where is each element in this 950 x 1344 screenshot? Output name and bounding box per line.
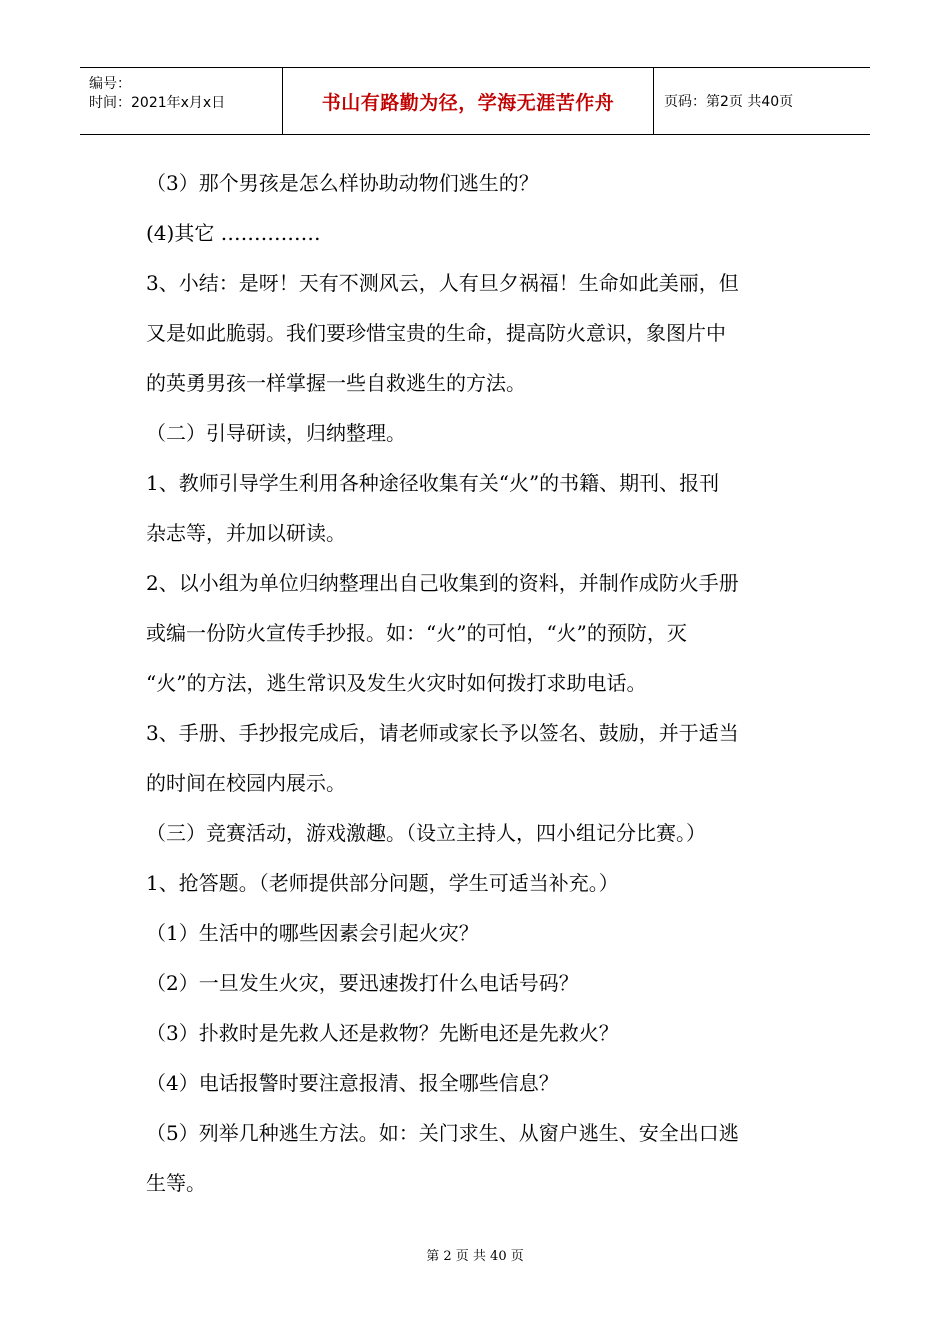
body-line: （3）扑救时是先救人还是救物？先断电还是先救火？ xyxy=(146,1021,619,1045)
body-line: 杂志等，并加以研读。 xyxy=(146,521,346,545)
body-line: 1、抢答题。（老师提供部分问题，学生可适当补充。） xyxy=(146,871,619,895)
page-header xyxy=(80,67,870,135)
body-line: 生等。 xyxy=(146,1171,206,1195)
header-page-cell xyxy=(654,68,870,134)
document-number-label: 编号： xyxy=(89,76,131,92)
body-line: 3、小结：是呀！天有不测风云，人有旦夕祸福！生命如此美丽，但 xyxy=(146,271,739,295)
page-footer: 第 2 页 共 40 页 xyxy=(426,1249,524,1264)
body-line: （3）那个男孩是怎么样协助动物们逃生的？ xyxy=(146,171,539,195)
body-line: 又是如此脆弱。我们要珍惜宝贵的生命，提高防火意识，象图片中 xyxy=(146,321,726,345)
header-slogan-cell xyxy=(283,68,654,134)
body-line: 3、手册、手抄报完成后，请老师或家长予以签名、鼓励，并于适当 xyxy=(146,721,739,745)
body-line: （5）列举几种逃生方法。如：关门求生、从窗户逃生、安全出口逃 xyxy=(146,1121,739,1145)
body-line: (4)其它 …………… xyxy=(146,221,321,245)
header-slogan: 书山有路勤为径，学海无涯苦作舟 xyxy=(321,91,615,114)
header-page-code: 页码：第2页 共40页 xyxy=(664,94,794,110)
body-line: 或编一份防火宣传手抄报。如：“火”的可怕，“火”的预防，灭 xyxy=(146,621,687,645)
body-line: 的英勇男孩一样掌握一些自救逃生的方法。 xyxy=(146,371,526,395)
body-line: （1）生活中的哪些因素会引起火灾？ xyxy=(146,921,479,945)
body-line: （4）电话报警时要注意报清、报全哪些信息？ xyxy=(146,1071,559,1095)
body-line: （三）竞赛活动，游戏激趣。（设立主持人，四小组记分比赛。） xyxy=(146,821,706,845)
body-line: 2、以小组为单位归纳整理出自己收集到的资料，并制作成防火手册 xyxy=(146,571,739,595)
body-line: （二）引导研读，归纳整理。 xyxy=(146,421,406,445)
header-info-cell xyxy=(80,68,283,134)
document-body xyxy=(146,158,811,1208)
body-line: 的时间在校园内展示。 xyxy=(146,771,346,795)
body-line: 1、教师引导学生利用各种途径收集有关“火”的书籍、期刊、报刊 xyxy=(146,471,720,495)
document-date: 时间：2021年x月x日 xyxy=(89,95,226,111)
body-line: “火”的方法，逃生常识及发生火灾时如何拨打求助电话。 xyxy=(146,671,647,695)
body-line: （2）一旦发生火灾，要迅速拨打什么电话号码？ xyxy=(146,971,579,995)
